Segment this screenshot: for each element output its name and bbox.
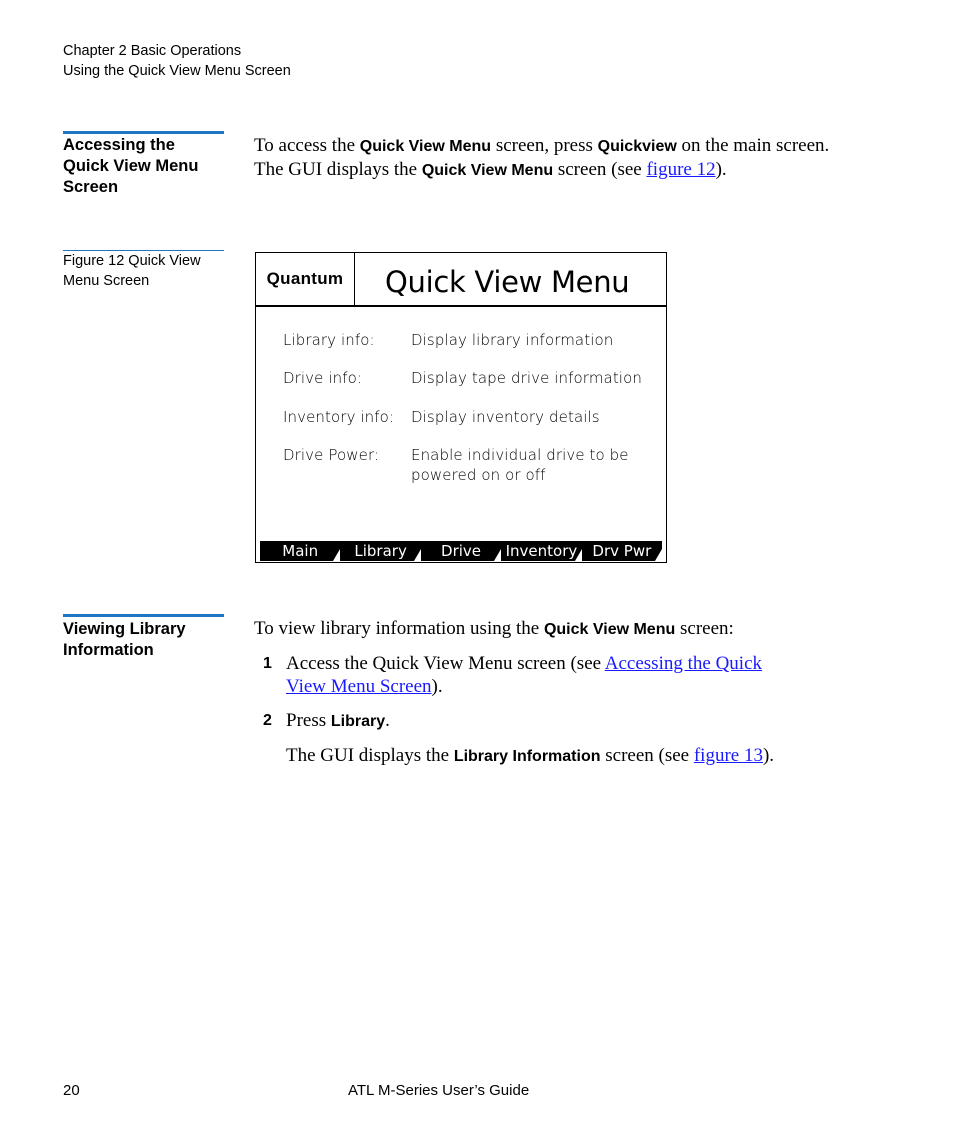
quick-view-menu-screen-figure	[255, 252, 667, 563]
step-2-text: Press Library.	[286, 710, 390, 731]
menu-desc-inventory-info: Display inventory details	[411, 408, 600, 426]
menu-desc-drive-power: Enable individual drive to be	[411, 446, 629, 464]
softkey-inventory[interactable]: Inventory	[501, 541, 581, 561]
running-head-chapter: Chapter 2 Basic Operations	[63, 43, 242, 59]
softkey-main[interactable]: Main	[260, 541, 340, 561]
softkey-drive[interactable]: Drive	[421, 541, 501, 561]
page-number: 20	[63, 1082, 80, 1099]
step-number-1: 1	[263, 655, 272, 672]
step-1-text: Access the Quick View Menu screen (see Accessing the Quick View Menu Screen).	[286, 653, 762, 697]
figure-12-link[interactable]: figure 12	[646, 159, 716, 180]
caption-rule	[63, 250, 224, 251]
guide-title: ATL M-Series User’s Guide	[348, 1082, 530, 1099]
figure-caption: Figure 12 Quick View Menu Screen	[63, 253, 201, 289]
menu-label-drive-power: Drive Power:	[283, 446, 380, 464]
figure-13-link[interactable]: figure 13	[693, 745, 763, 766]
softkey-drv-pwr[interactable]: Drv Pwr	[582, 541, 662, 561]
softkey-library[interactable]: Library	[340, 541, 420, 561]
menu-desc-drive-power-line2: powered on or off	[411, 466, 546, 484]
section1-paragraph: To access the Quick View Menu screen, press Quickview on the main screen. The GUI displays the Quick View Menu screen (see figure 12).	[254, 135, 830, 180]
running-head	[63, 42, 291, 81]
step-2-result: The GUI displays the Library Information screen (see figure 13).	[286, 745, 775, 766]
section2-intro: To view library information using the Quick View Menu screen:	[254, 618, 734, 639]
title-divider	[256, 305, 666, 307]
softkey-bar	[260, 541, 662, 561]
section-heading-viewing-library: Viewing Library Information	[63, 620, 186, 659]
menu-desc-drive-info: Display tape drive information	[411, 369, 642, 387]
section-rule	[63, 614, 224, 617]
menu-label-library-info: Library info:	[283, 331, 375, 349]
menu-desc-library-info: Display library information	[411, 331, 614, 349]
running-head-section: Using the Quick View Menu Screen	[63, 62, 291, 79]
section-heading-accessing: Accessing the Quick View Menu Screen	[63, 136, 199, 196]
step-number-2: 2	[263, 712, 272, 729]
menu-label-drive-info: Drive info:	[283, 369, 363, 387]
accessing-quick-view-link[interactable]: Accessing the Quick View Menu Screen	[286, 653, 762, 697]
section-rule	[63, 131, 224, 134]
menu-label-inventory-info: Inventory info:	[283, 408, 395, 426]
screen-title: Quick View Menu	[385, 265, 630, 299]
quantum-logo: Quantum	[256, 253, 355, 305]
